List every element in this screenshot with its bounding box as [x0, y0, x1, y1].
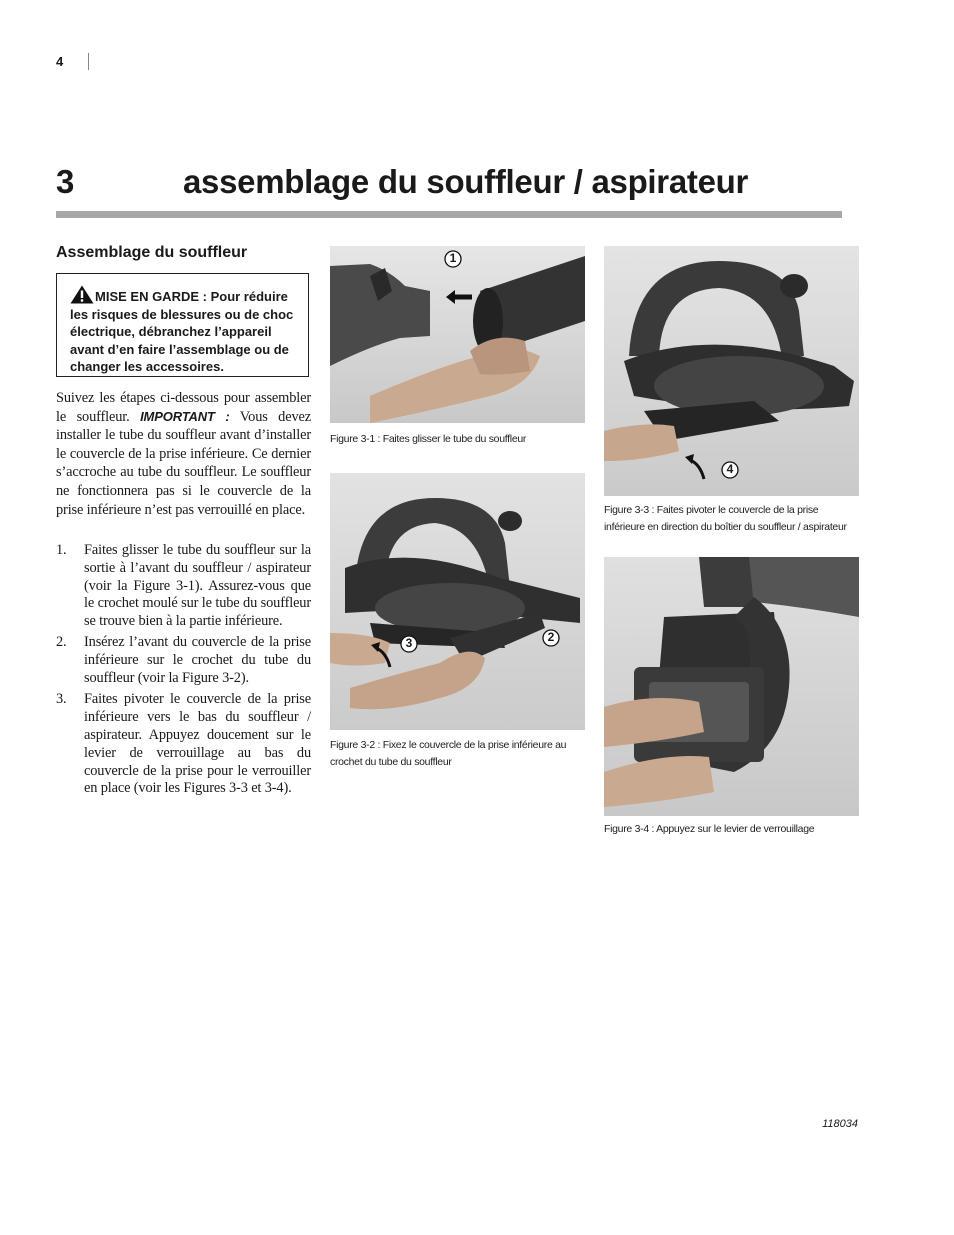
- assembly-steps: [56, 542, 311, 802]
- page-number: 4: [56, 54, 64, 69]
- warning-label: MISE EN GARDE :: [95, 289, 207, 304]
- header-divider: [88, 53, 89, 70]
- figure-3-3-photo: [604, 246, 859, 496]
- warning-triangle-icon: [70, 285, 94, 304]
- figure-id: 118034: [822, 1118, 858, 1130]
- figure-3-4-photo: [604, 557, 859, 816]
- step-item: [56, 634, 311, 687]
- important-label: IMPORTANT :: [140, 408, 230, 424]
- callout-4: [721, 461, 739, 484]
- section-title: Assemblage du souffleur: [56, 244, 248, 261]
- chapter-rule: [56, 211, 842, 218]
- figure-3-1-caption: Figure 3-1 : Faites glisser le tube du souffleur: [330, 433, 527, 445]
- callout-3-label: 3: [405, 636, 413, 650]
- callout-1-label: 1: [449, 251, 457, 265]
- step-item: [56, 691, 311, 798]
- curved-arrow-icon: [370, 640, 394, 673]
- chapter-number: 3: [56, 163, 75, 200]
- intro-text-before: Suivez les étapes ci-dessous pour assembler le souffleur.: [56, 390, 311, 425]
- step-number: 1.: [56, 542, 67, 558]
- intro-text-after: Vous devez installer le tube du souffleur avant d’installer le couvercle de la prise inférieure. Ce dernier s’accroche au tube du souffleur. Le souffleur ne fonctionnera pas si le couvercle de la prise inférieure n’est pas verrouillé en place.: [56, 408, 311, 518]
- callout-3: [400, 635, 418, 658]
- callout-2: [542, 629, 560, 652]
- callout-1: [444, 250, 462, 273]
- chapter-title: assemblage du souffleur / aspirateur: [183, 163, 749, 200]
- figure-3-2-caption: Figure 3-2 : Fixez le couvercle de la prise inférieure au crochet du tube du souffleur: [330, 739, 567, 768]
- figure-3-3-caption: Figure 3-3 : Faites pivoter le couvercle de la prise inférieure en direction du boîtier du souffleur / aspirateur: [604, 504, 847, 533]
- callout-2-label: 2: [547, 630, 555, 644]
- step-number: 3.: [56, 691, 67, 708]
- warning-text: Pour réduire les risques de blessures ou de choc électrique, débranchez l’appareil avant d’en faire l’assemblage ou de changer les accessoires.: [70, 289, 294, 374]
- intro-paragraph: [56, 389, 311, 519]
- arrow-left-icon: [446, 290, 472, 309]
- step-text: Faites glisser le tube du souffleur sur la sortie à l’avant du souffleur / aspirateur (voir la Figure 3-1). Assurez-vous que le crochet moulé sur le tube du souffleur se trouve bien à la partie inférieure.: [84, 542, 311, 630]
- figure-3-2-photo: [330, 473, 585, 730]
- step-text: Faites pivoter le couvercle de la prise inférieure vers le bas du souffleur / aspirateur. Appuyez doucement sur le levier de verrouillage au bas du couvercle de la prise pour le verrouiller en place (voir les Figures 3-3 et 3-4).: [84, 691, 311, 797]
- curved-arrow-icon: [684, 452, 708, 485]
- step-item: [56, 542, 311, 631]
- figure-3-4-caption: Figure 3-4 : Appuyez sur le levier de verrouillage: [604, 823, 815, 835]
- step-number: 2.: [56, 634, 67, 651]
- step-text: Insérez l’avant du couvercle de la prise inférieure sur le crochet du tube du souffleur (voir la Figure 3-2).: [84, 634, 311, 687]
- warning-box: [56, 273, 309, 377]
- callout-4-label: 4: [726, 462, 734, 476]
